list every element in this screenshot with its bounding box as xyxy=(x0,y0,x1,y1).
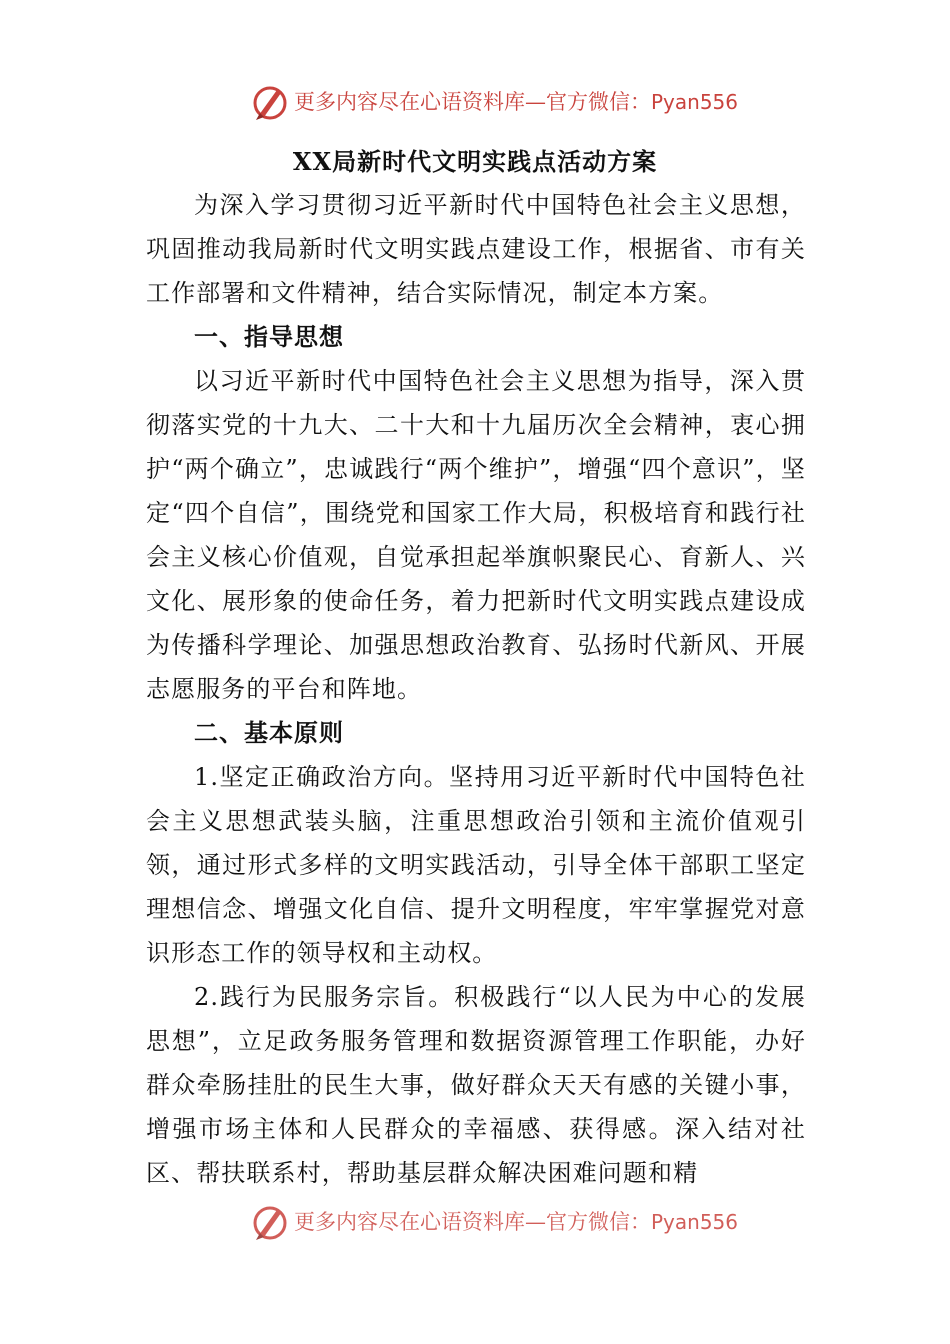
intro-paragraph: 为深入学习贯彻习近平新时代中国特色社会主义思想，巩固推动我局新时代文明实践点建设工作，根据省、市有关工作部署和文件精神，结合实际情况，制定本方案。 xyxy=(146,191,806,307)
wechat-id: Pyan556 xyxy=(651,1210,739,1234)
wechat-id: Pyan556 xyxy=(651,90,739,114)
principle-item-1: 1.坚定正确政治方向。坚持用习近平新时代中国特色社会主义思想武装头脑，注重思想政治引领和主流价值观引领，通过形式多样的文明实践活动，引导全体干部职工坚定理想信念、增强文化自信、提升文明程度，牢牢掌握党对意识形态工作的领导权和主动权。 xyxy=(146,763,806,967)
section-heading-basic-principles: 二、基本原则 xyxy=(194,718,344,747)
pen-nib-logo-icon xyxy=(250,82,290,122)
pen-nib-logo-icon xyxy=(250,1202,290,1242)
document-title: XX局新时代文明实践点活动方案 xyxy=(292,147,658,176)
watermark-text: 更多内容尽在心语资料库—官方微信：Pyan556 xyxy=(294,90,739,114)
watermark-banner-bottom xyxy=(250,1200,810,1244)
principle-item-2: 2.践行为民服务宗旨。积极践行“以人民为中心的发展思想”，立足政务服务管理和数据资源管理工作职能，办好群众牵肠挂肚的民生大事，做好群众天天有感的关键小事，增强市场主体和人民群众的幸福感、获得感。深入结对社区、帮扶联系村，帮助基层群众解决困难问题和精 xyxy=(146,983,806,1187)
watermark-banner-top xyxy=(250,80,810,124)
guiding-ideology-paragraph: 以习近平新时代中国特色社会主义思想为指导，深入贯彻落实党的十九大、二十大和十九届历次全会精神，衷心拥护“两个确立”，忠诚践行“两个维护”，增强“四个意识”，坚定“四个自信”，围绕党和国家工作大局，积极培育和践行社会主义核心价值观，自觉承担起举旗帜聚民心、育新人、兴文化、展形象的使命任务，着力把新时代文明实践点建设成为传播科学理论、加强思想政治教育、弘扬时代新风、开展志愿服务的平台和阵地。 xyxy=(146,367,806,703)
section-heading-guiding-ideology: 一、指导思想 xyxy=(194,322,344,351)
document-body xyxy=(146,183,806,1195)
watermark-text: 更多内容尽在心语资料库—官方微信：Pyan556 xyxy=(294,1210,739,1234)
